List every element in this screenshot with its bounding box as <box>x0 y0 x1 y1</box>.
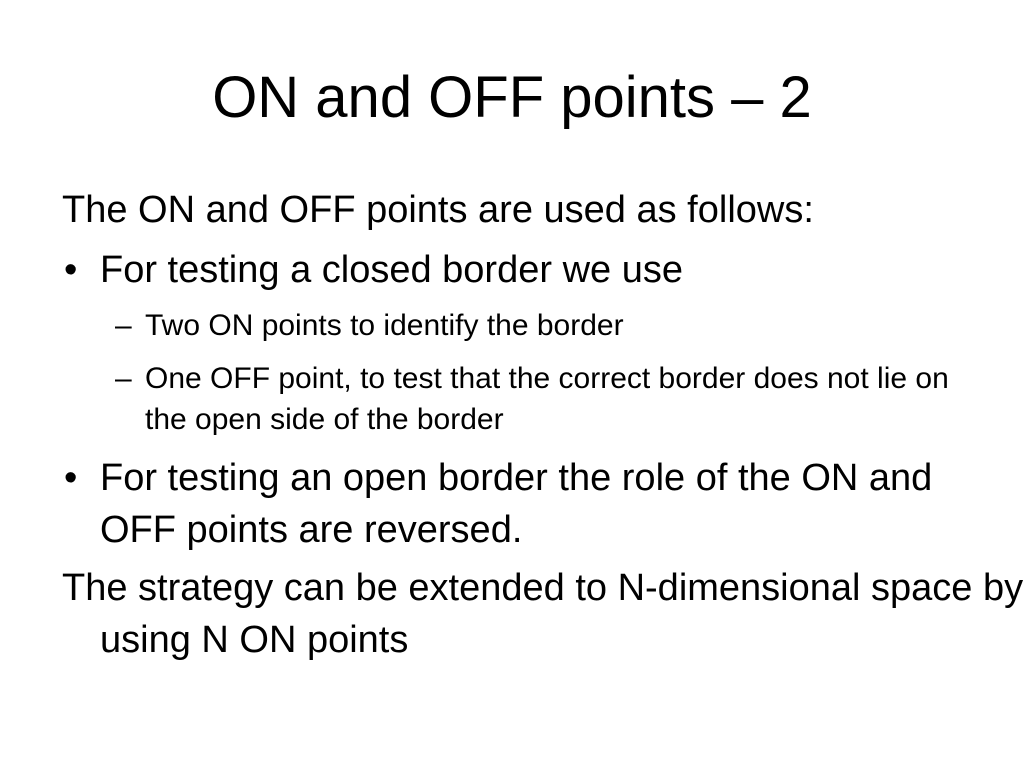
closing-text: The strategy can be extended to N-dimensional space by using N ON points <box>62 567 1024 661</box>
bullet-marker: • <box>64 249 78 291</box>
slide-title: ON and OFF points – 2 <box>212 65 812 130</box>
sub-item-text: Two ON points to identify the border <box>145 309 624 342</box>
bullet-text: For testing an open border the role of the ON and OFF points are reversed. <box>100 457 933 551</box>
bullet-text: For testing a closed border we use <box>100 249 683 291</box>
intro-text: The ON and OFF points are used as follows: <box>62 189 814 231</box>
bullet-marker: • <box>64 457 78 499</box>
dash-marker: – <box>115 309 132 342</box>
dash-marker: – <box>115 362 132 395</box>
sub-item-text: One OFF point, to test that the correct border does not lie on the open side of the border <box>145 362 949 436</box>
